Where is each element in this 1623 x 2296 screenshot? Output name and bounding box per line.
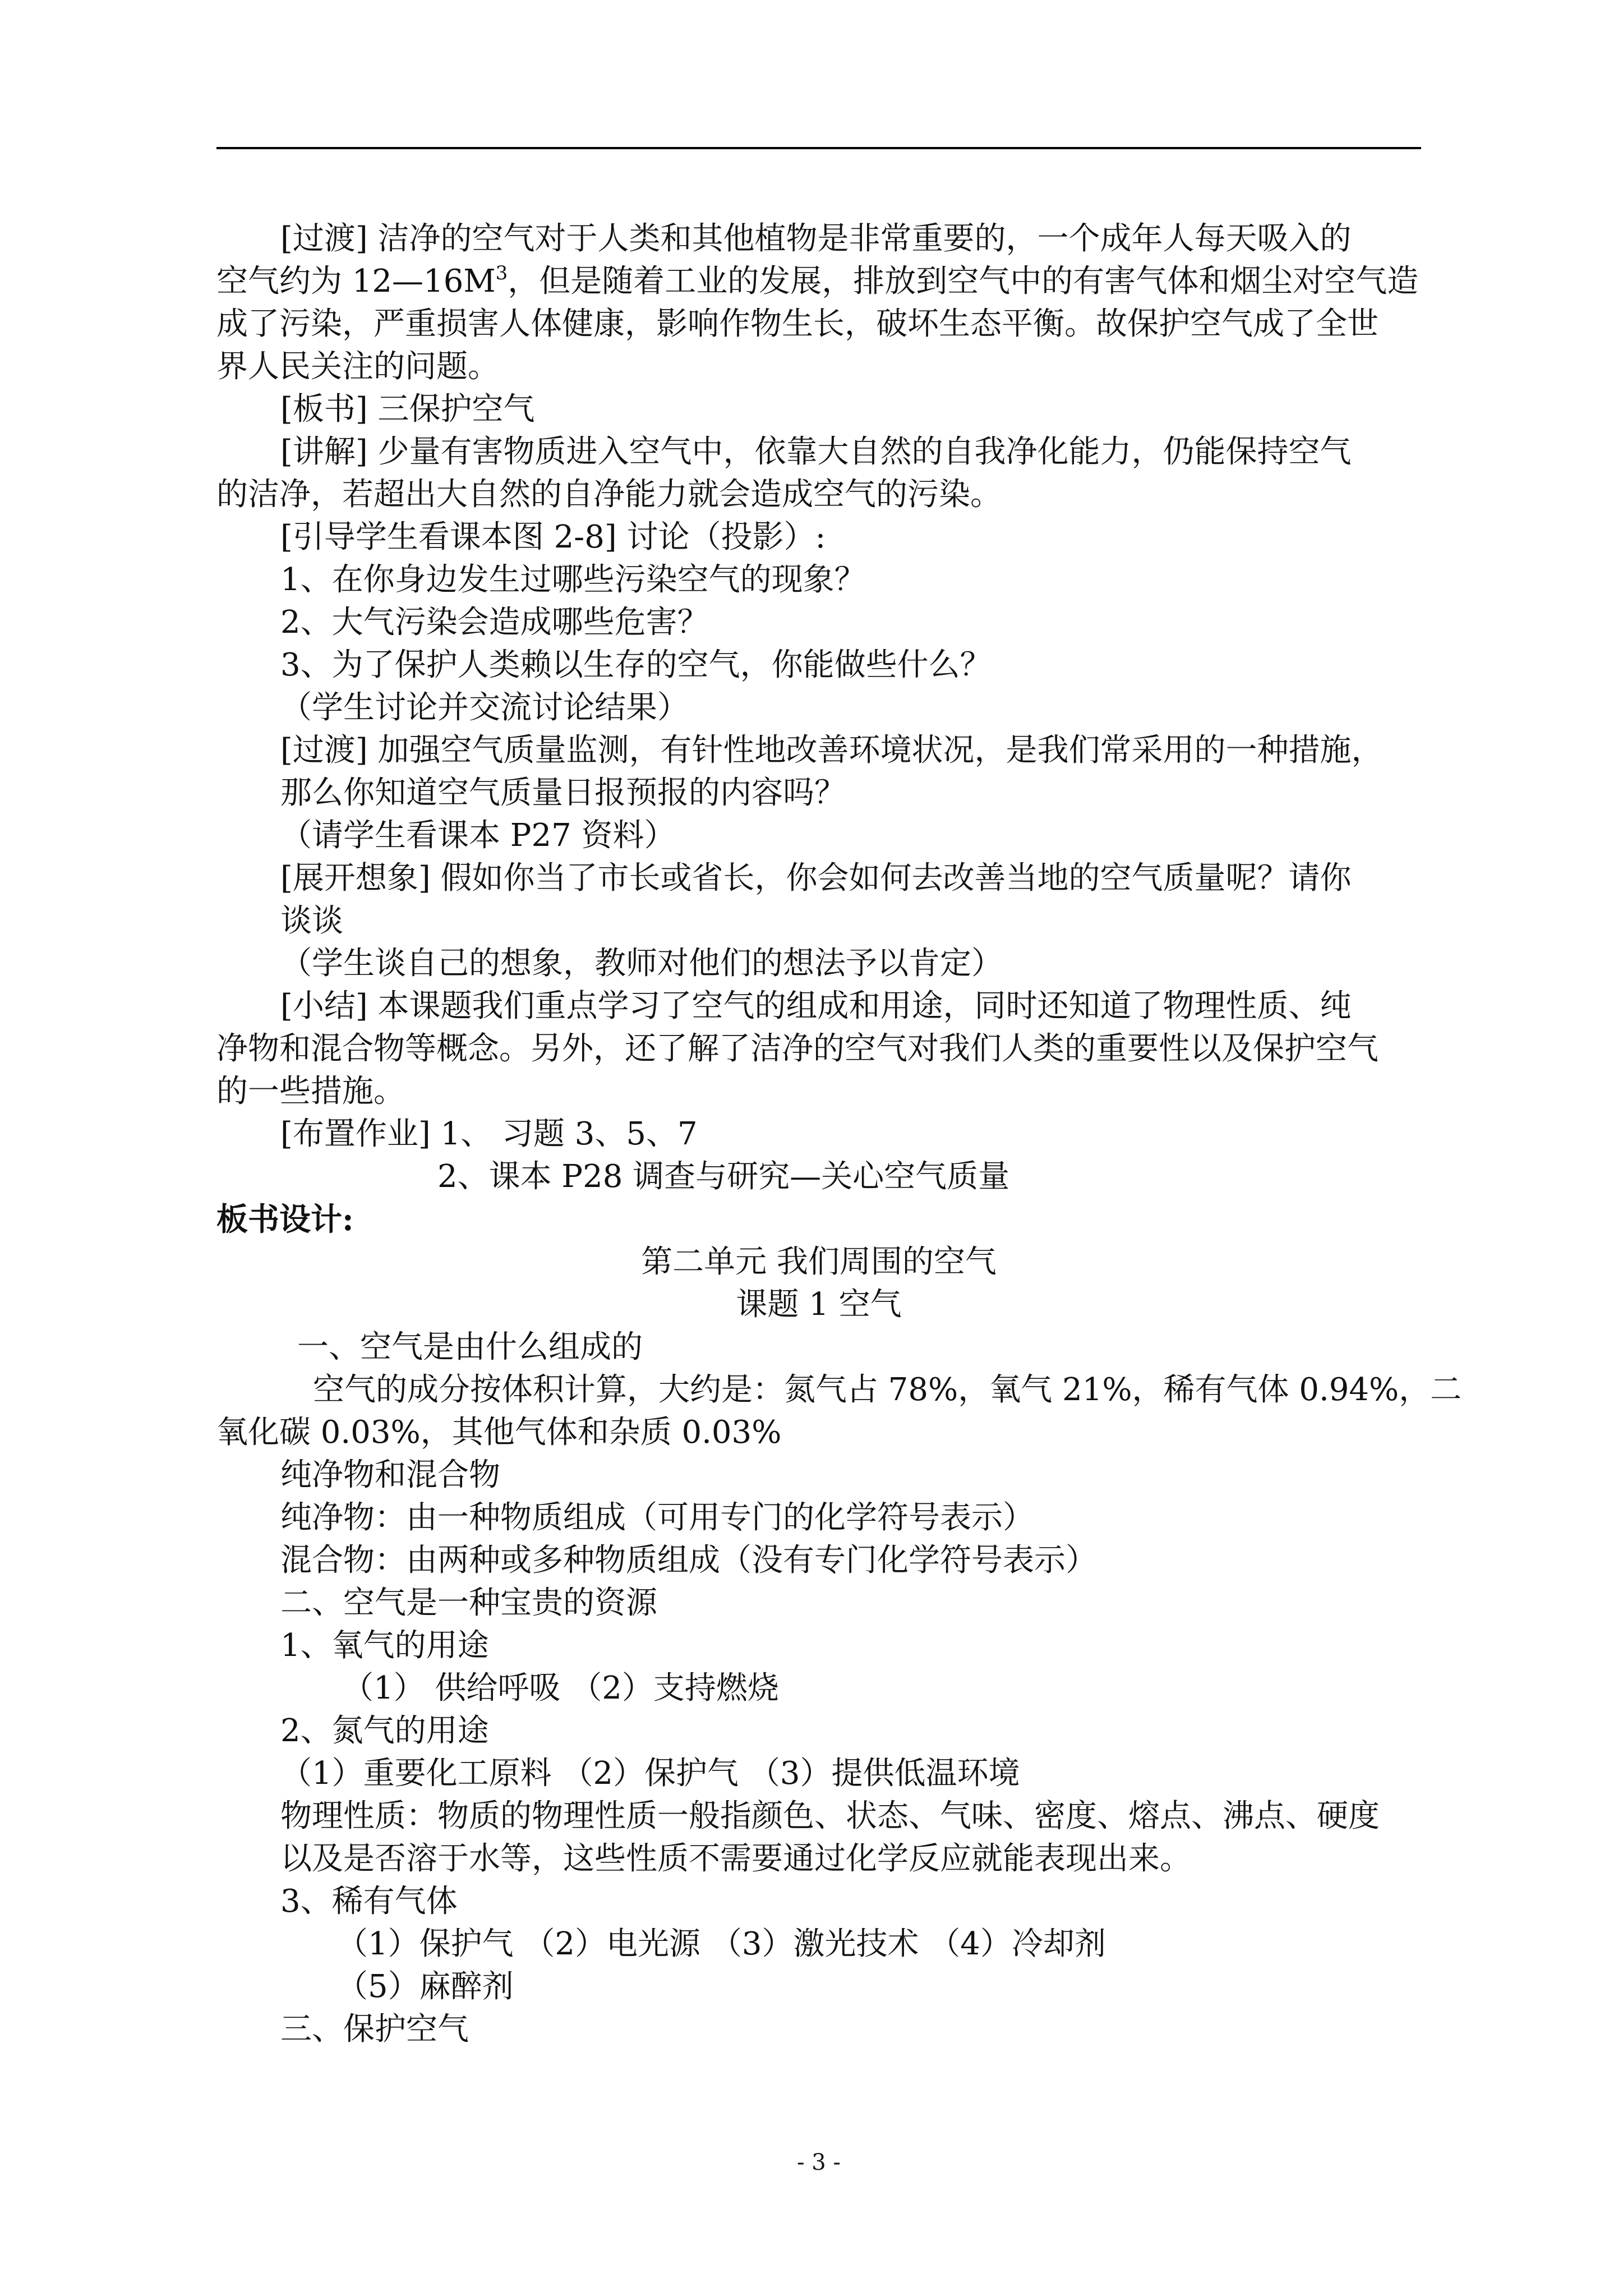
- paragraph-line: 以及是否溶于水等，这些性质不需要通过化学反应就能表现出来。: [280, 1841, 1191, 1877]
- paragraph-line: 物理性质：物质的物理性质一般指颜色、状态、气味、密度、熔点、沸点、硬度: [280, 1798, 1380, 1834]
- paragraph-line: 界人民关注的问题。: [216, 348, 499, 385]
- paragraph-line: [小结] 本课题我们重点学习了空气的组成和用途，同时还知道了物理性质、纯: [280, 988, 1352, 1024]
- paragraph-line: 空气的成分按体积计算，大约是：氮气占 78%，氧气 21%，稀有气体 0.94%，二: [313, 1372, 1462, 1408]
- paragraph-line: 2、大气污染会造成哪些危害？: [280, 604, 709, 641]
- paragraph-line: 混合物：由两种或多种物质组成（没有专门化学符号表示）: [280, 1542, 1097, 1579]
- paragraph-line: [讲解] 少量有害物质进入空气中，依靠大自然的自我净化能力，仍能保持空气: [280, 434, 1352, 470]
- paragraph-line: [布置作业] 1、 习题 3、5、7: [280, 1116, 698, 1152]
- paragraph-line: （5）麻醉剂: [336, 1968, 514, 2005]
- paragraph-line: 2、氮气的用途: [280, 1713, 489, 1749]
- paragraph-line: （请学生看课本 P27 资料）: [280, 817, 676, 854]
- paragraph-line: 3、稀有气体: [280, 1883, 458, 1920]
- paragraph-line: 3、为了保护人类赖以生存的空气，你能做些什么？: [280, 647, 992, 683]
- paragraph-line: [展开想象] 假如你当了市长或省长，你会如何去改善当地的空气质量呢？请你: [280, 860, 1352, 896]
- lesson-title: 课题 1 空气: [736, 1286, 902, 1323]
- paragraph-line: 净物和混合物等概念。另外，还了解了洁净的空气对我们人类的重要性以及保护空气: [216, 1030, 1378, 1067]
- paragraph-line: （1） 供给呼吸 （2）支持燃烧: [342, 1670, 779, 1706]
- paragraph-line: [板书] 三保护空气: [280, 391, 535, 427]
- paragraph-line: 氧化碳 0.03%，其他气体和杂质 0.03%: [216, 1414, 782, 1451]
- paragraph-line: 空气约为 $12—16M^3$，但是随着工业的发展，排放到空气中的有害气体和烟尘对空气造: [216, 262, 1419, 300]
- paragraph-line: 纯净物和混合物: [280, 1457, 500, 1493]
- paragraph-line: 的洁净，若超出大自然的自净能力就会造成空气的污染。: [216, 476, 1002, 513]
- paragraph-line: 1、氧气的用途: [280, 1627, 489, 1664]
- page-number: - 3 -: [797, 2150, 841, 2175]
- paragraph-line: 2、课本 P28 调查与研究—关心空气质量: [437, 1158, 1010, 1195]
- paragraph-line: （1）保护气 （2）电光源 （3）激光技术 （4）冷却剂: [336, 1926, 1106, 1962]
- section-heading: 板书设计:: [216, 1201, 354, 1238]
- paragraph-line: 二、空气是一种宝贵的资源: [280, 1585, 657, 1621]
- paragraph-line: 的一些措施。: [216, 1073, 405, 1110]
- unit-title: 第二单元 我们周围的空气: [641, 1244, 997, 1280]
- paragraph-line: 一、空气是由什么组成的: [297, 1329, 643, 1365]
- paragraph-line: 那么你知道空气质量日报预报的内容吗？: [280, 775, 846, 811]
- paragraph-line: 三、保护空气: [280, 2011, 469, 2047]
- paragraph-line: （学生讨论并交流讨论结果）: [280, 689, 689, 726]
- paragraph-line: [过渡] 加强空气质量监测，有针性地改善环境状况，是我们常采用的一种措施，: [280, 732, 1383, 769]
- paragraph-line: 纯净物：由一种物质组成（可用专门的化学符号表示）: [280, 1499, 1034, 1536]
- paragraph-line: 谈谈: [280, 903, 343, 939]
- paragraph-line: [过渡] 洁净的空气对于人类和其他植物是非常重要的，一个成年人每天吸入的: [280, 220, 1352, 257]
- paragraph-line: [引导学生看课本图 2-8] 讨论（投影）:: [280, 519, 826, 555]
- paragraph-line: （1）重要化工原料 （2）保护气 （3）提供低温环境: [280, 1755, 1020, 1792]
- header-rule: [216, 147, 1421, 149]
- paragraph-line: 1、在你身边发生过哪些污染空气的现象？: [280, 562, 866, 598]
- paragraph-line: 成了污染，严重损害人体健康，影响作物生长，破坏生态平衡。故保护空气成了全世: [216, 306, 1378, 342]
- superscript-3: 3: [495, 262, 508, 284]
- paragraph-line: （学生谈自己的想象，教师对他们的想法予以肯定）: [280, 945, 1003, 982]
